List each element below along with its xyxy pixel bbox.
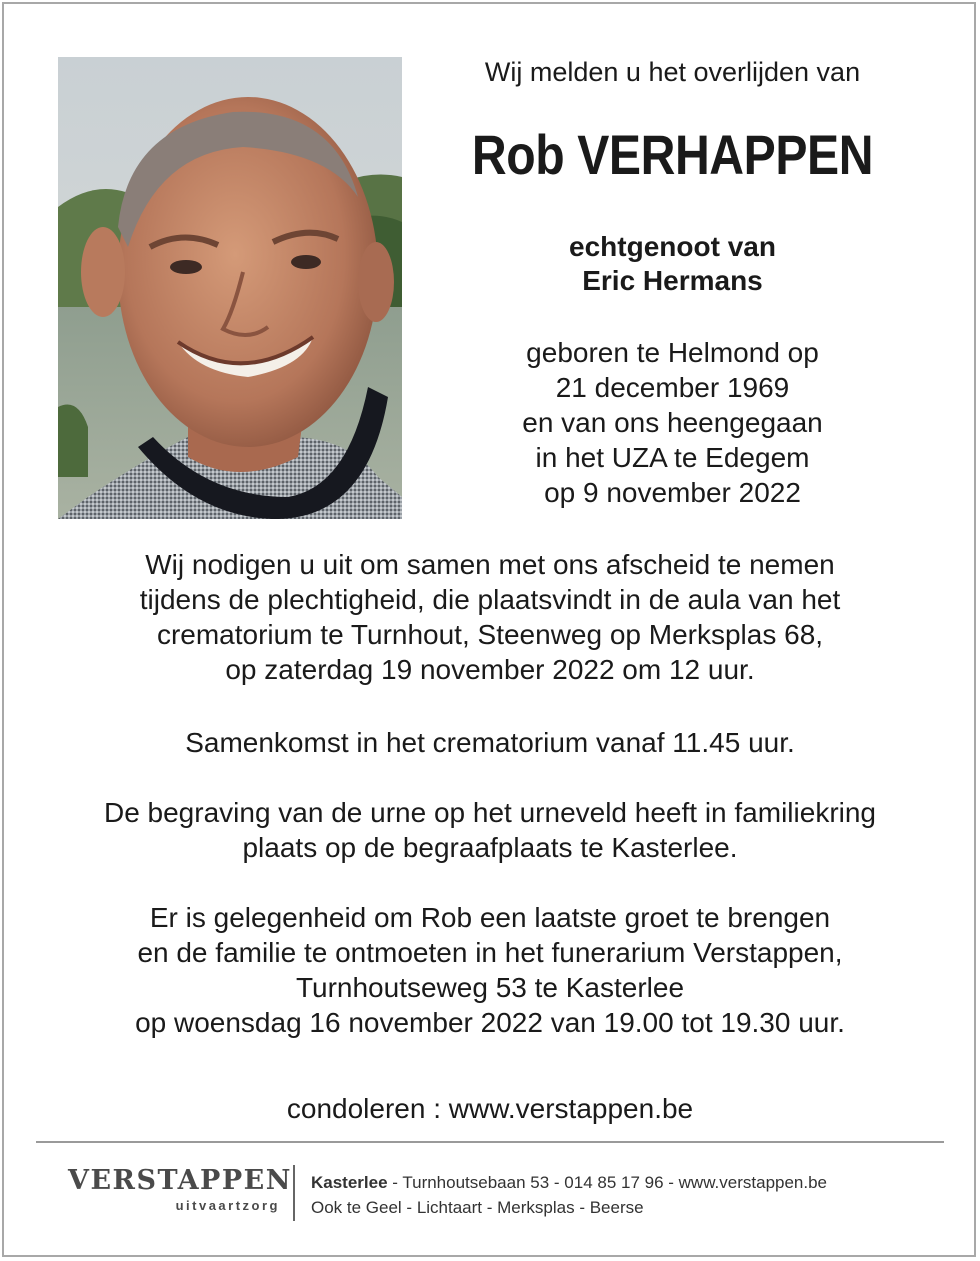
footer-divider [36, 1141, 944, 1143]
visitation-line: op woensdag 16 november 2022 van 19.00 tot 19.30 uur. [135, 1007, 845, 1038]
condolences-line: condoleren : www.verstappen.be [286, 1093, 694, 1124]
contact-address [311, 1170, 951, 1195]
ceremony-paragraph [30, 547, 950, 687]
brand-subtitle: uitvaartzorg [175, 1198, 280, 1213]
ceremony-line: tijdens de plechtigheid, die plaatsvindt in de aula van het [139, 584, 841, 615]
gathering-line: Samenkomst in het crematorium vanaf 11.45 uur. [185, 727, 795, 758]
life-dates [420, 335, 925, 510]
spouse-block [420, 230, 925, 298]
spouse-name: Eric Hermans [582, 265, 763, 296]
announcement-intro: Wij melden u het overlijden van [484, 57, 861, 87]
spouse-relation: echtgenoot van [569, 231, 776, 262]
contact-town: Kasterlee [311, 1173, 388, 1192]
contact-details: - Turnhoutsebaan 53 - 014 85 17 96 - www.verstappen.be [387, 1173, 828, 1192]
footer-separator [293, 1165, 295, 1221]
deceased-name: Rob VERHAPPEN [471, 123, 874, 186]
birth-place-line: geboren te Helmond op [526, 337, 819, 368]
visitation-paragraph [30, 900, 950, 1040]
visitation-line: Er is gelegenheid om Rob een laatste groet te brengen [149, 902, 831, 933]
birth-date-line: 21 december 1969 [555, 372, 790, 403]
funeral-home-logo [68, 1164, 292, 1214]
footer-contact [311, 1170, 951, 1220]
passing-date-line: op 9 november 2022 [544, 477, 801, 508]
portrait-photo [58, 57, 402, 519]
brand-name: VERSTAPPEN [68, 1165, 292, 1196]
contact-branches: Ook te Geel - Lichtaart - Merksplas - Beerse [311, 1198, 644, 1217]
burial-line: De begraving van de urne op het urneveld heeft in familiekring [103, 797, 877, 828]
burial-line: plaats op de begraafplaats te Kasterlee. [242, 832, 738, 863]
passing-place-line: in het UZA te Edegem [535, 442, 810, 473]
ceremony-line: Wij nodigen u uit om samen met ons afscheid te nemen [145, 549, 835, 580]
visitation-line: Turnhoutseweg 53 te Kasterlee [295, 972, 685, 1003]
gathering-paragraph [30, 725, 950, 760]
ceremony-line: op zaterdag 19 november 2022 om 12 uur. [225, 654, 755, 685]
passing-line: en van ons heengegaan [522, 407, 823, 438]
visitation-line: en de familie te ontmoeten in het funerarium Verstappen, [137, 937, 843, 968]
burial-paragraph [30, 795, 950, 865]
ceremony-line: crematorium te Turnhout, Steenweg op Merksplas 68, [156, 619, 824, 650]
